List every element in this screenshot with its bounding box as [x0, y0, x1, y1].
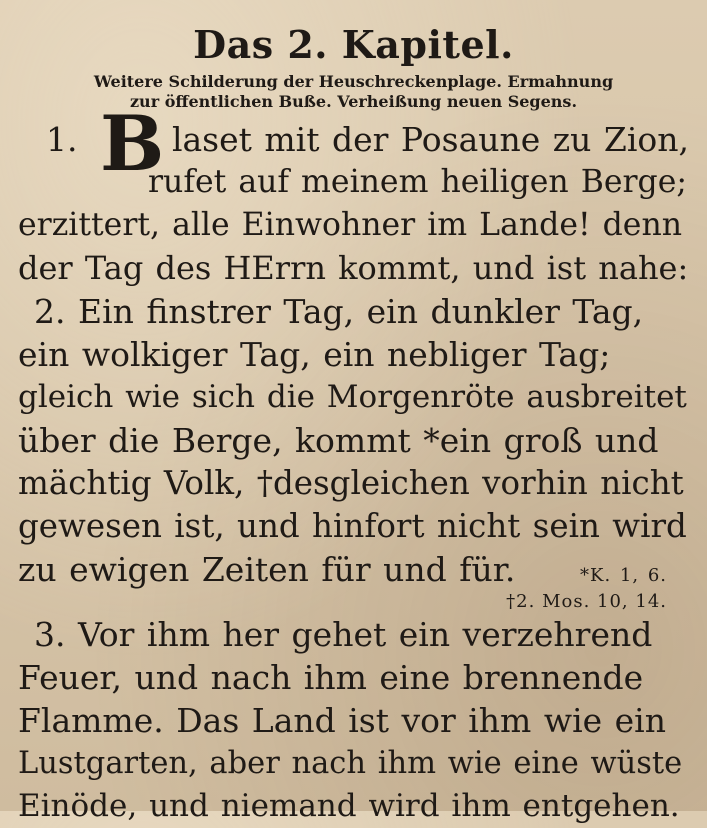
- verse-2-line-6: [18, 505, 689, 548]
- verse-text: Flamme. Das Land ist vor ihm wie ein: [18, 701, 666, 740]
- verse-1-line-3: [18, 204, 689, 247]
- chapter-title: Das 2. Kapitel.: [193, 22, 514, 67]
- verse-2-line-5: [18, 462, 689, 505]
- verse-2-line-2: [18, 333, 689, 376]
- verse-text: rufet auf meinem heiligen Berge;: [148, 164, 687, 200]
- verse-2-line-3: [18, 376, 689, 419]
- verse-text: gewesen ist, und hinfort nicht sein wird: [18, 507, 687, 545]
- verse-text: Lustgarten, aber nach ihm wie eine wüste: [18, 746, 683, 781]
- verse-1-line-4: [18, 247, 689, 290]
- summary-line-2: zur öffentlichen Buße. Verheißung neuen Segens.: [129, 92, 578, 111]
- footnote-2: †2. Mos. 10, 14.: [506, 591, 667, 612]
- summary-line-1: Weitere Schilderung der Heuschreckenplage. Ermahnung: [93, 72, 614, 91]
- verse-text: laset mit der Posaune zu Zion,: [171, 120, 689, 159]
- verse-text: erzittert, alle Einwohner im Lande! denn: [18, 207, 683, 243]
- drop-cap: B: [100, 99, 165, 188]
- verse-3-line-1: [18, 613, 689, 656]
- footnote-1: *K. 1, 6.: [580, 565, 667, 586]
- verse-text: über die Berge, kommt *ein groß und: [18, 421, 659, 460]
- verse-3-line-5: [18, 785, 689, 828]
- verse-2-line-7: [18, 548, 689, 597]
- verse-2: [18, 290, 689, 613]
- verse-text: Einöde, und niemand wird ihm entgehen.: [18, 788, 680, 824]
- verse-3-line-4: [18, 742, 689, 785]
- verse-number: 1.: [46, 120, 78, 159]
- verse-3-line-2: [18, 656, 689, 699]
- verse-3: [18, 613, 689, 828]
- verse-3-line-3: [18, 699, 689, 742]
- verse-2-line-1: [18, 290, 689, 333]
- verse-text: 3. Vor ihm her gehet ein verzehrend: [34, 615, 653, 654]
- verse-text: mächtig Volk, †desgleichen vorhin nicht: [18, 464, 684, 502]
- verse-text: gleich wie sich die Morgenröte ausbreitet: [18, 379, 687, 415]
- verse-text: zu ewigen Zeiten für und für.: [18, 550, 516, 589]
- verse-text: der Tag des HErrn kommt, und ist nahe:: [18, 249, 689, 287]
- verse-2-line-4: [18, 419, 689, 462]
- verse-text: 2. Ein finstrer Tag, ein dunkler Tag,: [34, 292, 644, 331]
- verse-text: Feuer, und nach ihm eine brennende: [18, 658, 644, 697]
- verse-text: ein wolkiger Tag, ein nebliger Tag;: [18, 335, 611, 374]
